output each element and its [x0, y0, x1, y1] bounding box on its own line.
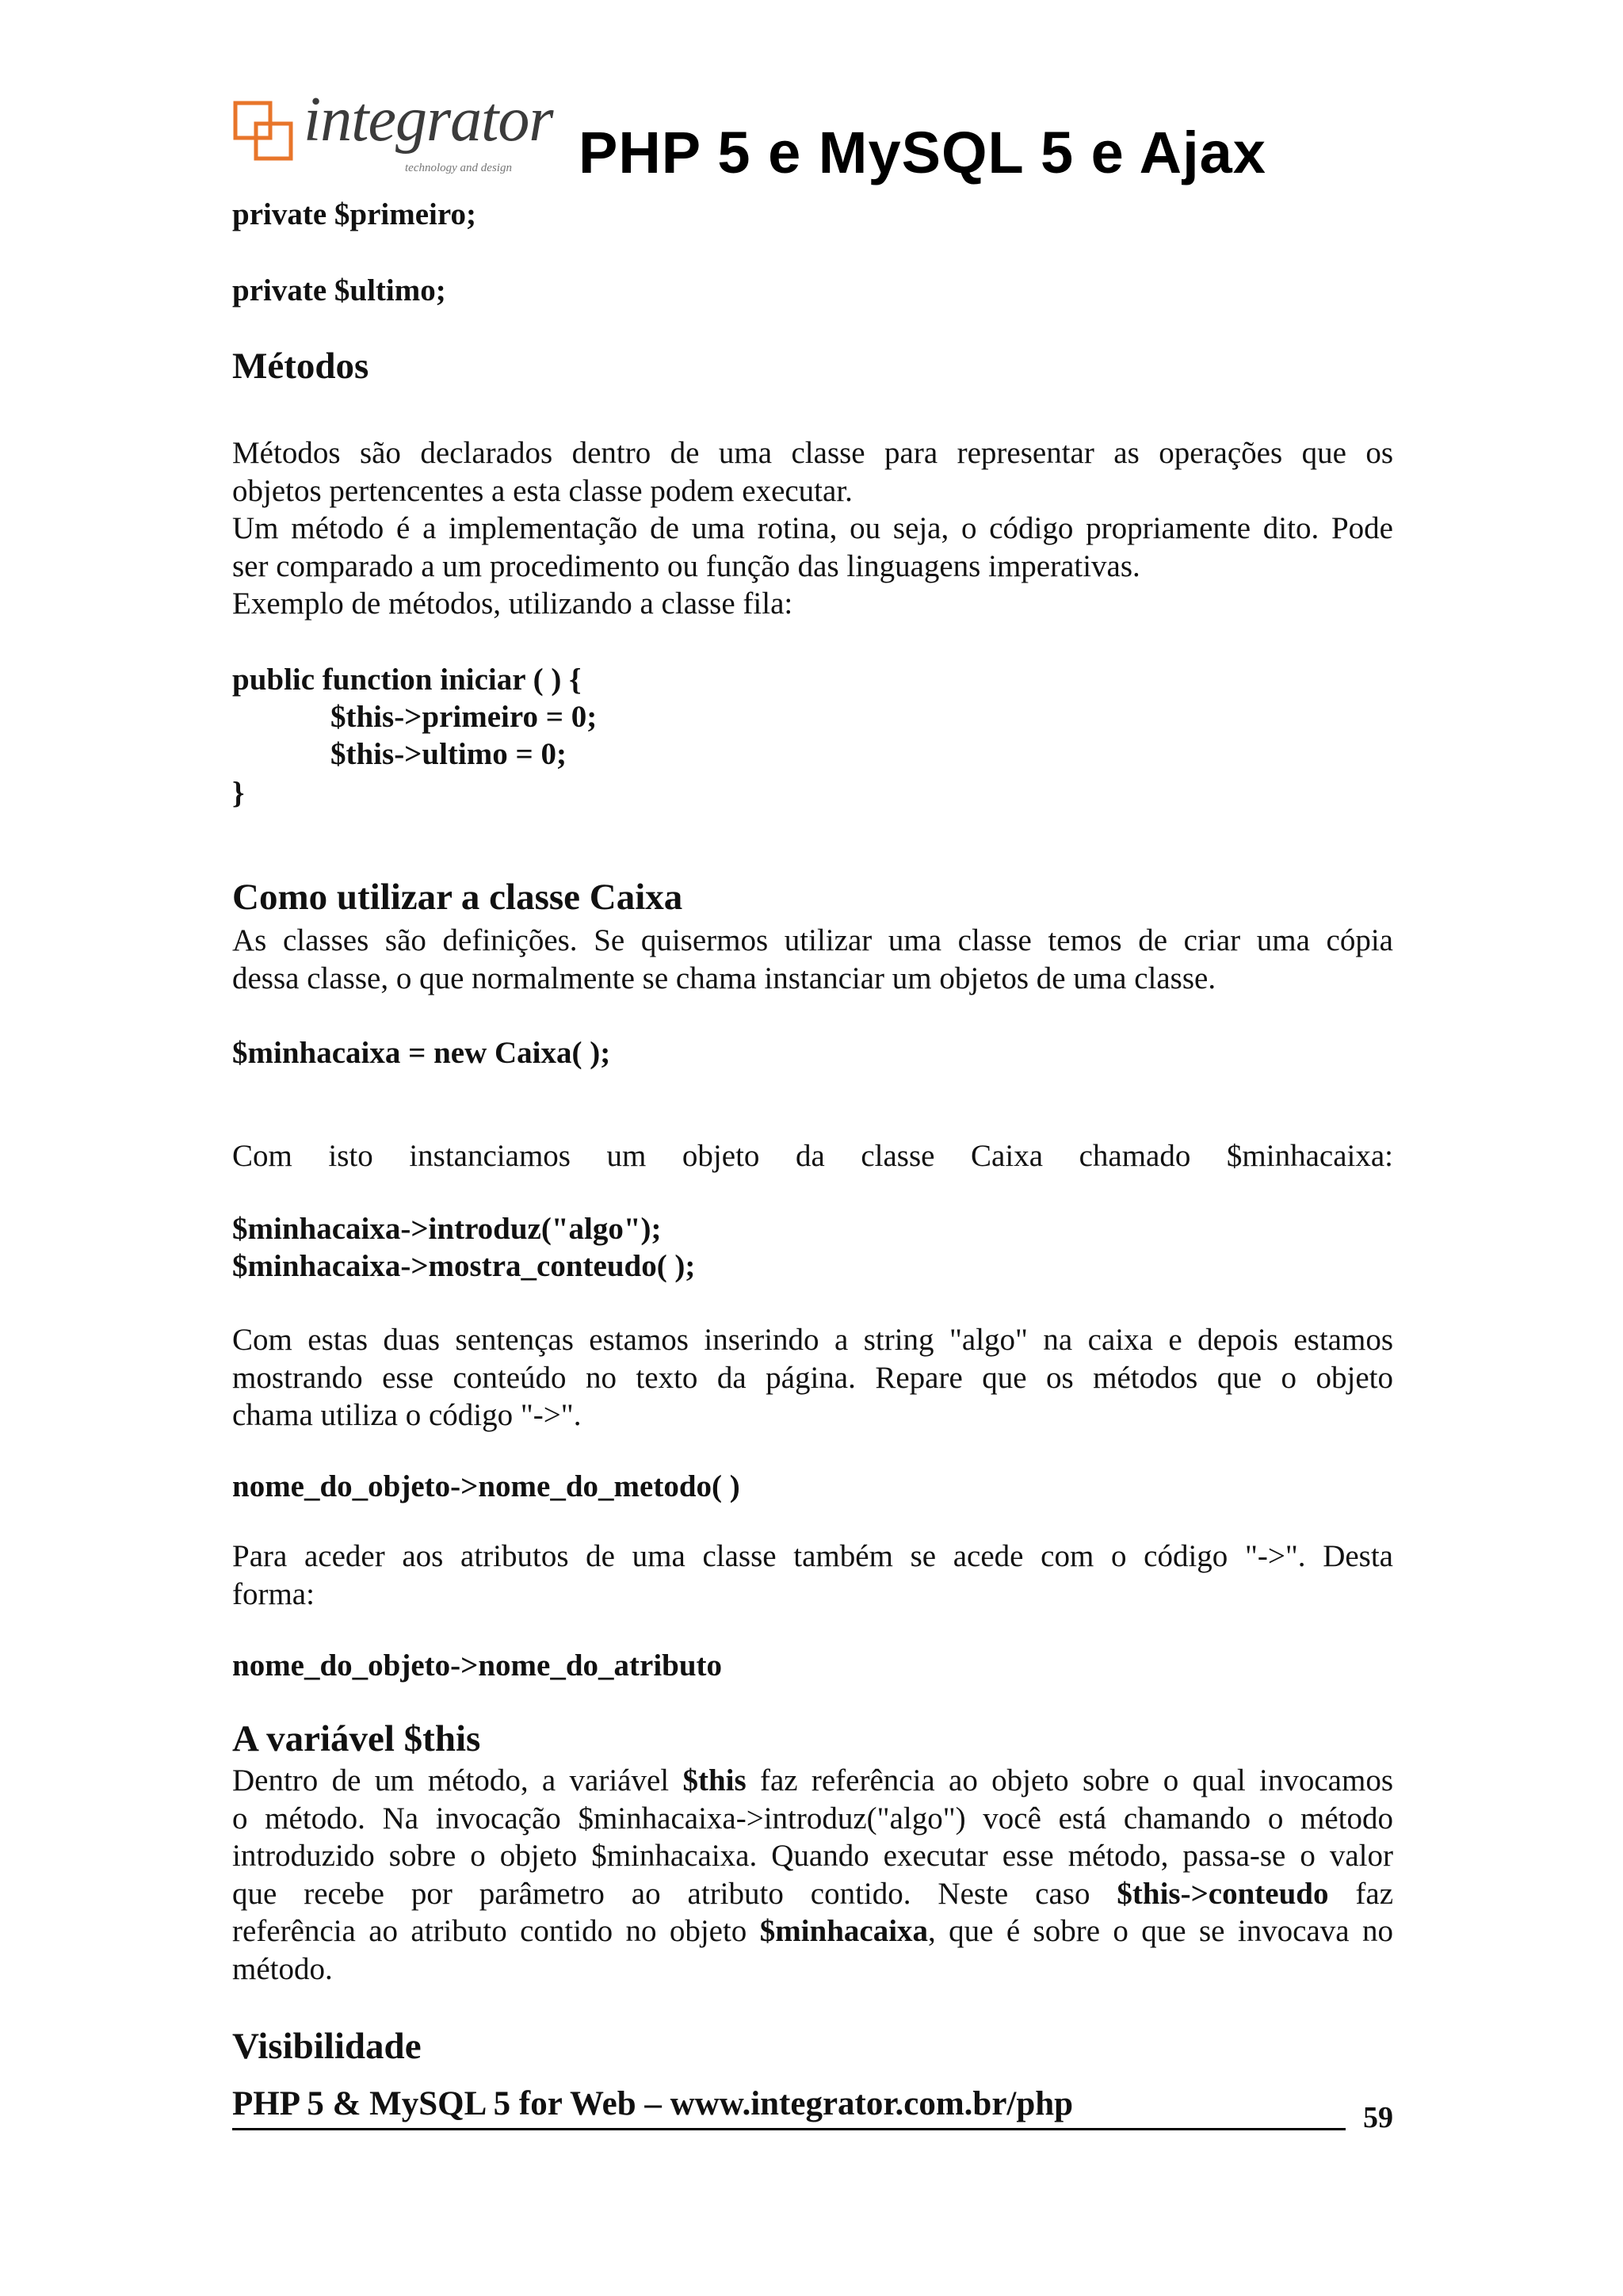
text-run: referência ao atributo contido no objeto: [232, 1914, 760, 1948]
text-run: , que é sobre o que se invocava no: [928, 1914, 1393, 1948]
code-line: public function iniciar ( ) {: [232, 663, 582, 697]
paragraph-sentencas: [232, 1321, 1393, 1435]
logo-squares-icon: [232, 100, 296, 163]
code-line-primeiro: private $primeiro;: [232, 197, 476, 231]
text-line: o método. Na invocação $minhacaixa->introduz("algo") você está chamando o método: [232, 1801, 1393, 1836]
text-line: Exemplo de métodos, utilizando a classe fila:: [232, 586, 793, 621]
code-line-introduz: $minhacaixa->introduz("algo");: [232, 1212, 662, 1246]
paragraph-metodos: [232, 434, 1393, 623]
logo-wordmark: integrator: [304, 85, 553, 155]
page-number: 59: [1363, 2101, 1393, 2134]
text-run-bold: $minhacaixa: [759, 1914, 929, 1948]
heading-como-utilizar: Como utilizar a classe Caixa: [232, 877, 683, 918]
text-line: Com isto instanciamos um objeto da classe Caixa chamado $minhacaixa:: [232, 1139, 1393, 1173]
integrator-logo: [232, 85, 553, 181]
text-line: Um método é a implementação de uma rotina, ou seja, o código propriamente dito. Pode: [232, 511, 1393, 545]
code-line-nome-atributo: nome_do_objeto->nome_do_atributo: [232, 1648, 723, 1683]
text-line: dessa classe, o que normalmente se chama instanciar um objetos de uma classe.: [232, 961, 1216, 995]
text-run: que recebe por parâmetro ao atributo contido. Neste caso: [232, 1876, 1117, 1911]
document-title: PHP 5 e MySQL 5 e Ajax: [579, 120, 1266, 185]
text-run: faz referência ao objeto sobre o qual invocamos: [746, 1763, 1393, 1797]
text-line: Com estas duas sentenças estamos inserindo a string "algo" na caixa e depois estamos: [232, 1323, 1393, 1357]
text-line: [232, 1875, 1393, 1913]
text-line: introduzido sobre o objeto $minhacaixa. Quando executar esse método, passa-se o valor: [232, 1839, 1393, 1873]
paragraph-this: [232, 1762, 1393, 1988]
text-line: ser comparado a um procedimento ou função das linguagens imperativas.: [232, 548, 1140, 583]
code-line-nome-metodo: nome_do_objeto->nome_do_metodo( ): [232, 1469, 740, 1503]
heading-visibilidade: Visibilidade: [232, 2026, 422, 2067]
text-line: As classes são definições. Se quisermos utilizar uma classe temos de criar uma cópia: [232, 923, 1393, 957]
text-line: método.: [232, 1951, 333, 1986]
text-line: Métodos são declarados dentro de uma classe para representar as operações que os: [232, 436, 1393, 470]
heading-variavel-this: A variável $this: [232, 1718, 481, 1759]
paragraph-instanciamos: [232, 1137, 1393, 1175]
heading-metodos: Métodos: [232, 346, 369, 387]
code-line-ultimo: private $ultimo;: [232, 273, 446, 308]
text-line: [232, 1912, 1393, 1950]
text-line: mostrando esse conteúdo no texto da página. Repare que os métodos que o objeto: [232, 1360, 1393, 1395]
footer-rule: [232, 2128, 1346, 2130]
footer-text: PHP 5 & MySQL 5 for Web – www.integrator.com.br/php: [232, 2085, 1074, 2122]
text-run-bold: $this: [682, 1763, 747, 1797]
code-line: $this->primeiro = 0;: [330, 700, 598, 734]
code-line: }: [232, 776, 245, 810]
code-line-new-caixa: $minhacaixa = new Caixa( );: [232, 1036, 611, 1070]
paragraph-classes: [232, 922, 1393, 997]
text-run: Dentro de um método, a variável: [232, 1763, 683, 1797]
code-line-mostra: $minhacaixa->mostra_conteudo( );: [232, 1249, 696, 1283]
text-line: objetos pertencentes a esta classe podem executar.: [232, 473, 853, 508]
logo-tagline: technology and design: [405, 162, 512, 174]
code-line: $this->ultimo = 0;: [330, 737, 567, 771]
text-line: Para aceder aos atributos de uma classe também se acede com o código "->". Desta: [232, 1539, 1393, 1573]
text-run-bold: $this->conteudo: [1117, 1876, 1329, 1911]
text-run: faz: [1328, 1876, 1394, 1911]
text-line: [232, 1762, 1393, 1800]
text-line: chama utiliza o código "->".: [232, 1398, 582, 1432]
text-line: forma:: [232, 1576, 315, 1611]
paragraph-atributos: [232, 1538, 1393, 1613]
